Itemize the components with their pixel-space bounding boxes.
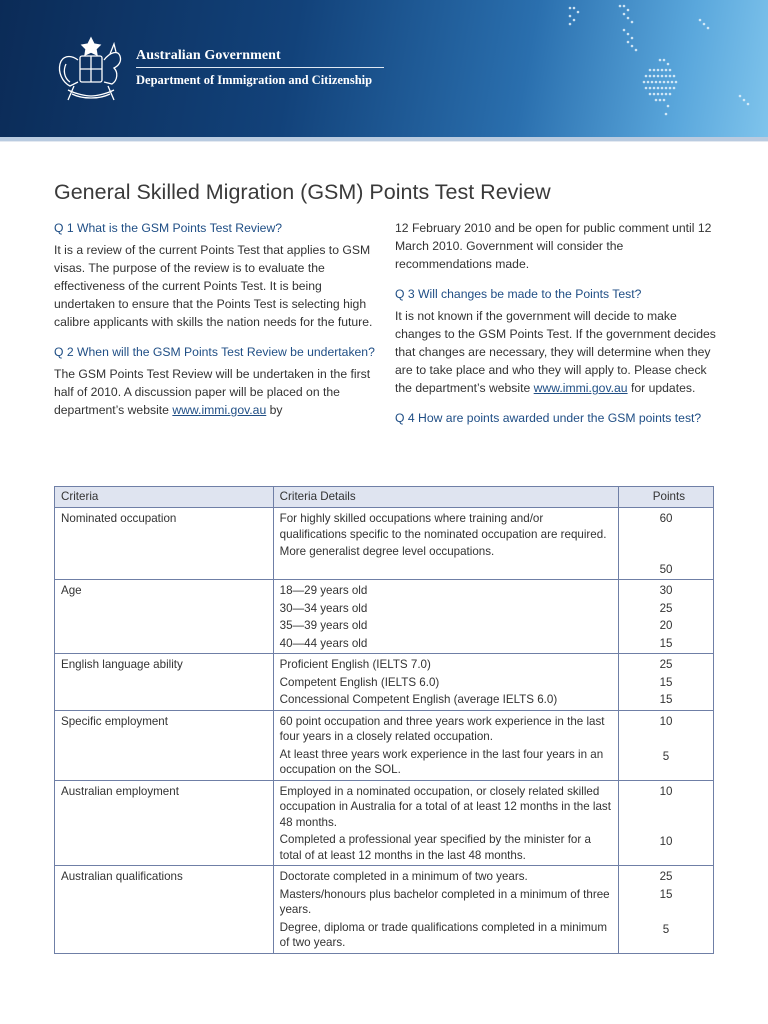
points-value: 30 [659, 584, 673, 597]
details-cell [273, 508, 618, 580]
points-value: 25 [659, 601, 673, 615]
points-spacer [625, 529, 707, 560]
points-cell [619, 508, 714, 580]
q1-answer: It is a review of the current Points Test that applies to GSM visas. The purpose of the review is to evaluate the effectiveness of the current Points Test. It is being undertaken to ensure that the Points Test is selecting high calibre applicants with skills the nation needs for the future. [54, 243, 373, 329]
points-value: 50 [659, 562, 673, 576]
header-criteria-details: Criteria Details [273, 487, 618, 508]
points-value: 25 [659, 658, 673, 671]
points-value: 25 [659, 870, 673, 883]
q1-question: Q 1 What is the GSM Points Test Review? [54, 221, 283, 235]
points-value: 5 [662, 749, 670, 763]
points-spacer [625, 731, 707, 747]
q2-answer-continued: 12 February 2010 and be open for public comment until 12 March 2010. Government will consider the recommendations made. [395, 221, 712, 271]
details-cell [273, 866, 618, 954]
points-spacer [625, 904, 707, 920]
points-value: 10 [659, 784, 673, 798]
points-value: 15 [659, 693, 673, 706]
table-row [55, 654, 714, 711]
detail-text: For highly skilled occupations where training and/or qualifications specific to the nominated occupation are required. [279, 512, 607, 541]
q2-question: Q 2 When will the GSM Points Test Review be undertaken? [54, 345, 375, 359]
header-criteria: Criteria [55, 487, 274, 508]
government-name: Australian Government [136, 48, 281, 63]
q3-website-link[interactable]: www.immi.gov.au [533, 381, 628, 395]
left-column [54, 219, 376, 419]
detail-text: 35—39 years old [279, 619, 368, 632]
right-column [395, 219, 717, 431]
page-title: General Skilled Migration (GSM) Points Test Review [54, 180, 551, 204]
points-table [54, 486, 714, 954]
table-row [55, 780, 714, 866]
points-spacer [625, 801, 707, 832]
points-cell [619, 866, 714, 954]
details-cell [273, 580, 618, 654]
q3-answer [395, 307, 717, 397]
detail-text: Employed in a nominated occupation, or closely related skilled occupation in Australia for a total of at least 12 months in the last 48 months. [279, 784, 611, 829]
detail-text: Proficient English (IELTS 7.0) [279, 658, 431, 671]
department-name: Department of Immigration and Citizenship [136, 73, 373, 87]
table-header-row [55, 487, 714, 508]
detail-text: Doctorate completed in a minimum of two years. [279, 870, 528, 883]
detail-text: 40—44 years old [279, 636, 368, 650]
q2-website-link[interactable]: www.immi.gov.au [172, 403, 267, 417]
coat-of-arms-icon [54, 34, 128, 106]
points-value: 60 [659, 512, 673, 525]
criteria-cell: Age [55, 580, 274, 654]
detail-text: Competent English (IELTS 6.0) [279, 675, 440, 689]
q4-question: Q 4 How are points awarded under the GSM points test? [395, 411, 702, 425]
header-divider [136, 67, 384, 68]
banner-rule-thin [0, 141, 768, 142]
q3-answer-text: It is not known if the government will decide to make changes to the GSM Points Test. If the government decides that changes are necessary, they will determine when they are to take place and who they will apply to. Please check the department’s website [395, 309, 716, 395]
detail-text: More generalist degree level occupations. [279, 545, 495, 558]
header-points: Points [619, 487, 714, 508]
points-cell [619, 710, 714, 780]
q2-answer [54, 365, 376, 419]
criteria-cell: Specific employment [55, 710, 274, 780]
criteria-cell: English language ability [55, 654, 274, 711]
detail-text: 18—29 years old [279, 584, 368, 597]
points-value: 10 [659, 714, 673, 728]
q3-answer-text-end: for updates. [627, 381, 696, 395]
detail-text: Concessional Competent English (average IELTS 6.0) [279, 693, 558, 706]
points-value: 15 [659, 636, 673, 650]
header-banner [0, 0, 768, 137]
details-cell [273, 780, 618, 866]
world-map-dots-decoration [540, 0, 768, 137]
points-value: 15 [659, 887, 673, 901]
points-cell [619, 654, 714, 711]
details-cell [273, 710, 618, 780]
table-row [55, 580, 714, 654]
points-value: 20 [659, 619, 673, 632]
detail-text: 30—34 years old [279, 601, 368, 615]
points-value: 15 [659, 675, 673, 689]
detail-text: Masters/honours plus bachelor completed in a minimum of three years. [279, 887, 610, 916]
points-value: 5 [662, 922, 670, 936]
points-cell [619, 580, 714, 654]
criteria-cell: Australian qualifications [55, 866, 274, 954]
details-cell [273, 654, 618, 711]
q2-answer-text-end: by [266, 403, 283, 417]
points-value: 10 [659, 835, 673, 848]
criteria-cell: Australian employment [55, 780, 274, 866]
detail-text: Degree, diploma or trade qualifications completed in a minimum of two years. [279, 920, 608, 949]
table-row [55, 508, 714, 580]
detail-text: At least three years work experience in the last four years in an occupation on the SOL. [279, 747, 604, 776]
detail-text: Completed a professional year specified by the minister for a total of at least 12 months in the last 48 months. [279, 833, 591, 862]
q3-question: Q 3 Will changes be made to the Points Test? [395, 287, 642, 301]
criteria-cell: Nominated occupation [55, 508, 274, 580]
table-row [55, 866, 714, 954]
points-cell [619, 780, 714, 866]
table-row [55, 710, 714, 780]
q2-answer-text: The GSM Points Test Review will be undertaken in the first half of 2010. A discussion paper will be placed on the department’s website [54, 367, 371, 417]
detail-text: 60 point occupation and three years work experience in the last four years in a closely related occupation. [279, 714, 605, 743]
